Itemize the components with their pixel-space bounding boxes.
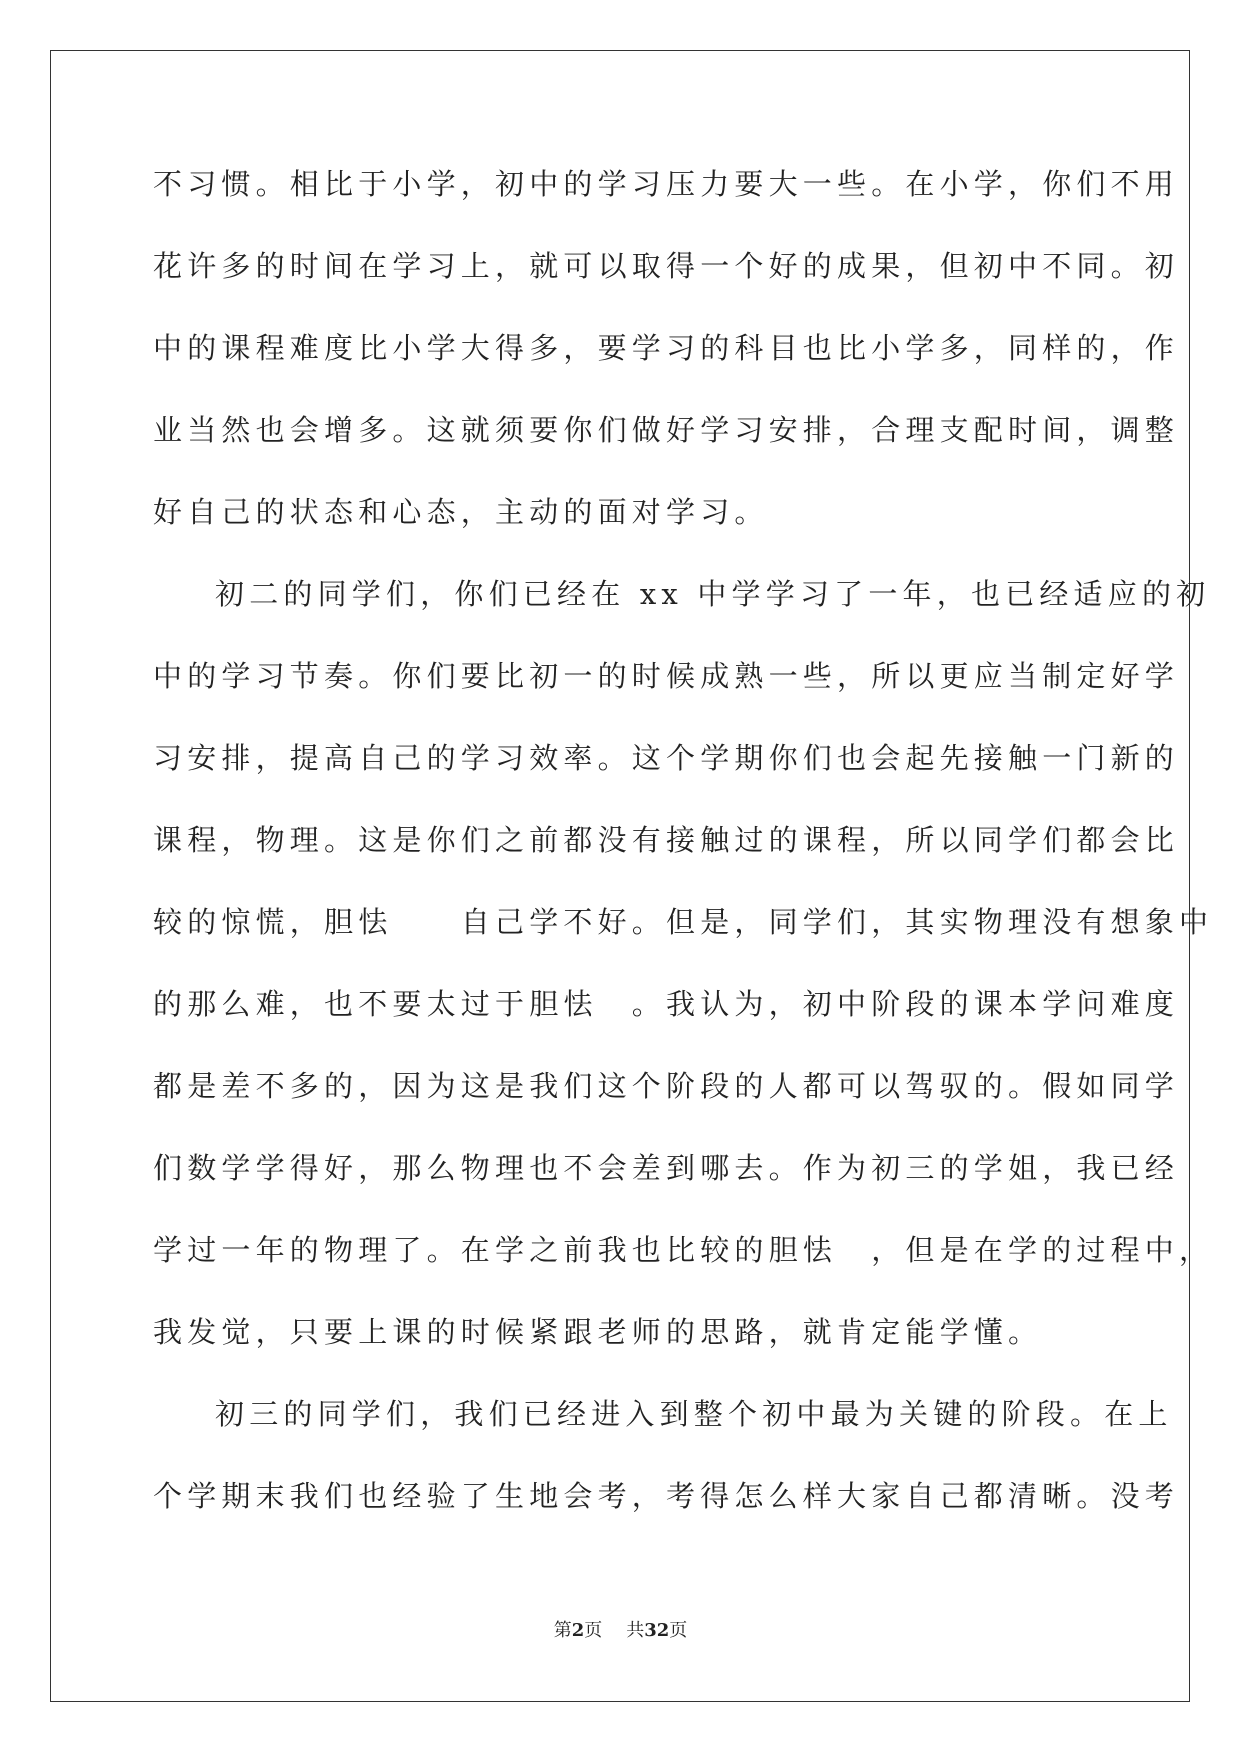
- text-line: 中的学习节奏。你们要比初一的时候成熟一些，所以更应当制定好学: [153, 659, 1180, 693]
- page-number-footer: [0, 1616, 1241, 1642]
- total-suffix: 页: [669, 1620, 688, 1641]
- text-line: 习安排，提高自己的学习效率。这个学期你们也会起先接触一门新的: [153, 741, 1180, 775]
- text-line: 都是差不多的，因为这是我们这个阶段的人都可以驾驭的。假如同学: [153, 1069, 1180, 1103]
- page-prefix: 第: [553, 1620, 572, 1641]
- current-page-number: 2: [571, 1620, 585, 1641]
- text-line: 学过一年的物理了。在学之前我也比较的胆怯 ，但是在学的过程中，: [153, 1233, 1214, 1267]
- text-line: 花许多的时间在学习上，就可以取得一个好的成果，但初中不同。初: [153, 249, 1180, 283]
- text-line: 个学期末我们也经验了生地会考，考得怎么样大家自己都清晰。没考: [153, 1479, 1180, 1513]
- total-pages-number: 32: [644, 1620, 670, 1641]
- text-line: 业当然也会增多。这就须要你们做好学习安排，合理支配时间，调整: [153, 413, 1180, 447]
- text-line: 们数学学得好，那么物理也不会差到哪去。作为初三的学姐，我已经: [153, 1151, 1180, 1185]
- text-line: 课程，物理。这是你们之前都没有接触过的课程，所以同学们都会比: [153, 823, 1180, 857]
- text-line: 较的惊慌，胆怯 自己学不好。但是，同学们，其实物理没有想象中: [153, 905, 1214, 939]
- total-prefix: 共: [626, 1620, 645, 1641]
- paragraph-start-line: 初二的同学们，你们已经在 xx 中学学习了一年，也已经适应的初: [215, 577, 1211, 611]
- page-suffix: 页: [584, 1620, 603, 1641]
- paragraph-start-line: 初三的同学们，我们已经进入到整个初中最为关键的阶段。在上: [215, 1397, 1173, 1431]
- text-line: 不习惯。相比于小学，初中的学习压力要大一些。在小学，你们不用: [153, 167, 1180, 201]
- text-line: 中的课程难度比小学大得多，要学习的科目也比小学多，同样的，作: [153, 331, 1180, 365]
- text-line: 好自己的状态和心态，主动的面对学习。: [153, 495, 769, 529]
- document-body: [153, 158, 1214, 1552]
- text-line: 的那么难，也不要太过于胆怯 。我认为，初中阶段的课本学问难度: [153, 987, 1180, 1021]
- text-line: 我发觉，只要上课的时候紧跟老师的思路，就肯定能学懂。: [153, 1315, 1043, 1349]
